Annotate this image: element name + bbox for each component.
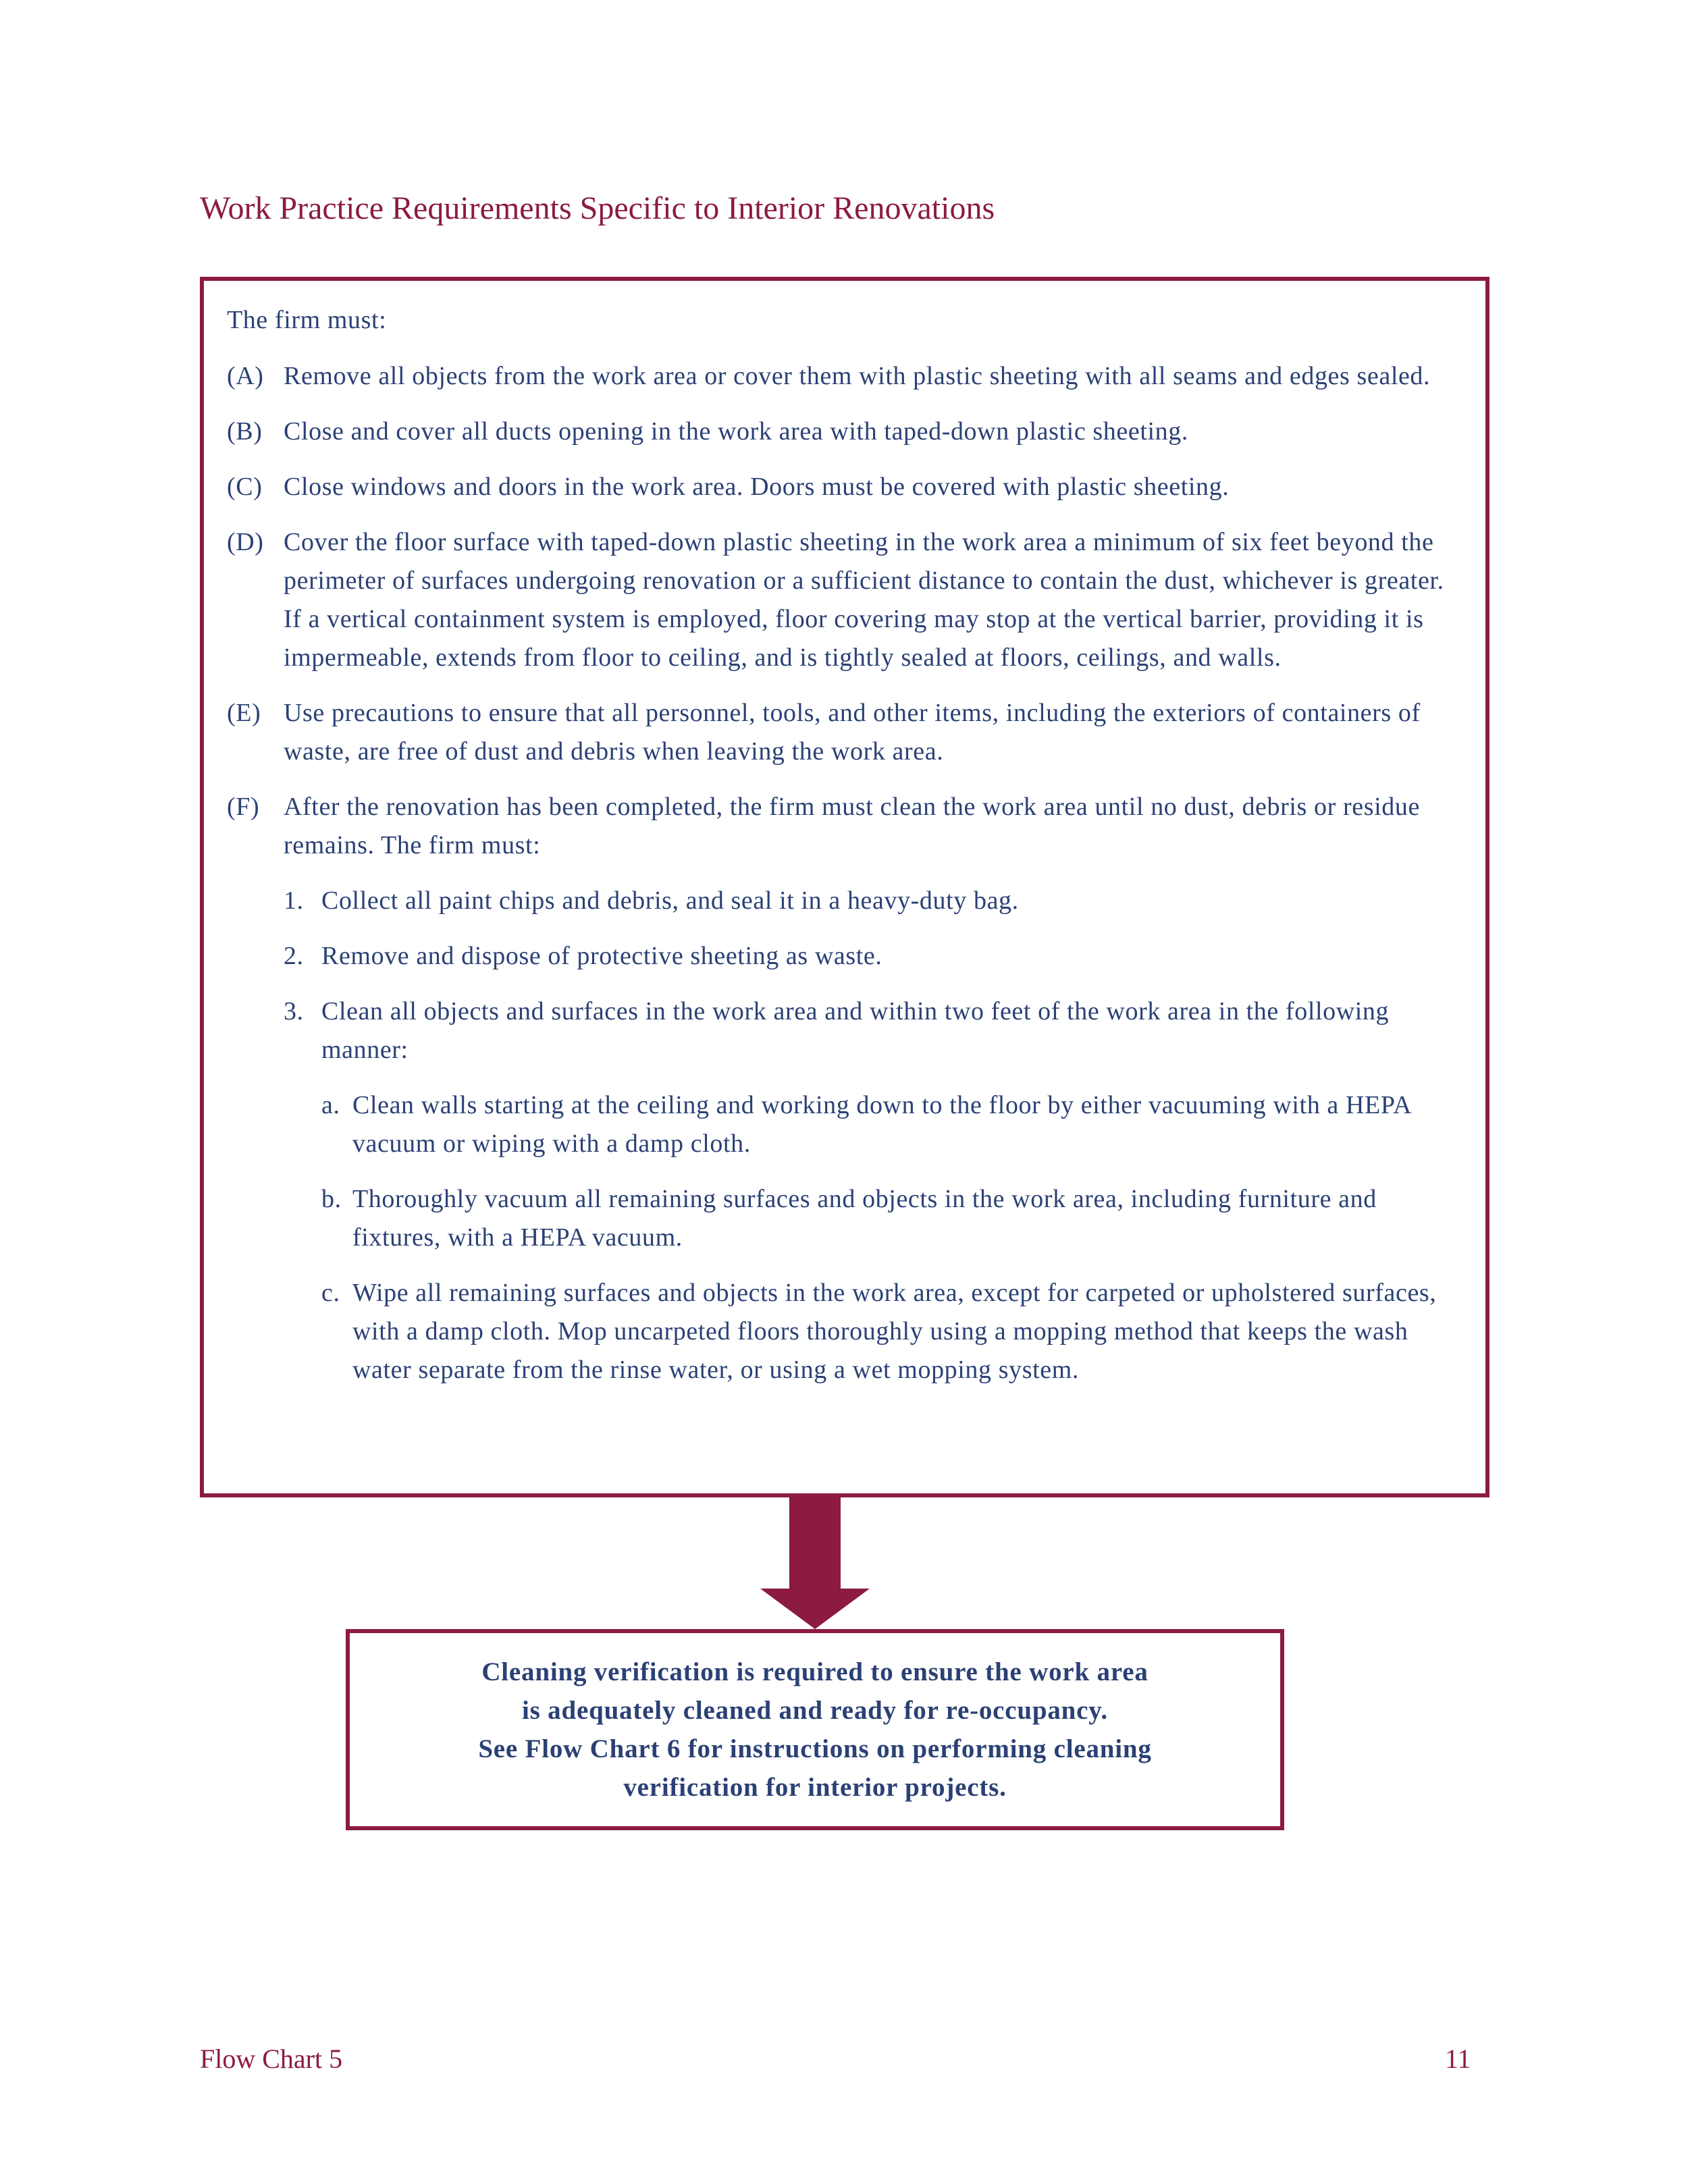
requirement-item-f (227, 788, 1458, 865)
footer-section-label: Flow Chart 5 (200, 2044, 343, 2074)
verification-box (346, 1629, 1284, 1830)
requirement-text: After the renovation has been completed, the firm must clean the work area until no dust, debris or residue remains. The firm must: (284, 793, 1420, 859)
substep-label: c. (321, 1279, 340, 1307)
substep-text: Clean walls starting at the ceiling and working down to the floor by either vacuuming with a HEPA vacuum or wiping with a damp cloth. (352, 1091, 1411, 1158)
requirement-text: Close and cover all ducts opening in the work area with taped-down plastic sheeting. (284, 417, 1188, 446)
requirement-label: (E) (227, 699, 261, 727)
cleaning-step-2 (284, 937, 1458, 976)
requirement-label: (D) (227, 528, 264, 556)
verification-line: Cleaning verification is required to ensure the work area (481, 1657, 1149, 1686)
verification-line: verification for interior projects. (623, 1773, 1007, 1802)
requirement-label: (F) (227, 793, 260, 821)
requirement-item-e (227, 694, 1458, 771)
verification-line: is adequately cleaned and ready for re-occupancy. (522, 1696, 1108, 1725)
cleaning-step-3 (284, 992, 1458, 1069)
requirement-item-d (227, 523, 1458, 677)
requirement-text: Close windows and doors in the work area. Doors must be covered with plastic sheeting. (284, 473, 1230, 501)
step-label: 2. (284, 942, 304, 970)
step-label: 3. (284, 997, 304, 1026)
substep-label: a. (321, 1091, 340, 1119)
requirement-item-c (227, 468, 1458, 506)
cleaning-substep-c (321, 1274, 1458, 1389)
page-title: Work Practice Requirements Specific to Interior Renovations (200, 190, 995, 226)
down-arrow-icon (760, 1497, 870, 1629)
requirement-text: Use precautions to ensure that all personnel, tools, and other items, including the exteriors of containers of waste, are free of dust and debris when leaving the work area. (284, 699, 1421, 766)
requirement-item-a (227, 357, 1458, 396)
step-text: Remove and dispose of protective sheeting as waste. (321, 942, 882, 970)
step-label: 1. (284, 886, 304, 915)
verification-text (478, 1653, 1151, 1807)
requirement-text: Cover the floor surface with taped-down plastic sheeting in the work area a minimum of six feet beyond the perimeter of surfaces undergoing renovation or a sufficient distance to contain the dust, whichever is greater. If a vertical containment system is employed, floor covering may stop at the vertical barrier, providing it is impermeable, extends from floor to ceiling, and is tightly sealed at floors, ceilings, and walls. (284, 528, 1444, 672)
down-arrow-shape (760, 1497, 870, 1629)
step-text: Clean all objects and surfaces in the work area and within two feet of the work area in the following manner: (321, 997, 1390, 1064)
requirement-item-b (227, 412, 1458, 451)
substep-text: Thoroughly vacuum all remaining surfaces and objects in the work area, including furniture and fixtures, with a HEPA vacuum. (352, 1185, 1377, 1252)
cleaning-substep-b (321, 1180, 1458, 1257)
step-text: Collect all paint chips and debris, and seal it in a heavy-duty bag. (321, 886, 1019, 915)
intro-text: The firm must: (227, 306, 387, 334)
requirement-text: Remove all objects from the work area or cover them with plastic sheeting with all seams and edges sealed. (284, 362, 1431, 390)
requirement-label: (B) (227, 417, 263, 446)
cleaning-substep-a (321, 1086, 1458, 1163)
substep-text: Wipe all remaining surfaces and objects in the work area, except for carpeted or upholstered surfaces, with a damp cloth. Mop uncarpeted floors thoroughly using a mopping method that keeps the wash water separate from the rinse water, or using a wet mopping system. (352, 1279, 1437, 1384)
requirement-label: (C) (227, 473, 263, 501)
requirement-label: (A) (227, 362, 264, 390)
cleaning-step-1 (284, 882, 1458, 920)
page-number: 11 (1445, 2044, 1471, 2074)
requirements-content (227, 301, 1458, 1406)
substep-label: b. (321, 1185, 342, 1213)
verification-line: See Flow Chart 6 for instructions on performing cleaning (478, 1734, 1152, 1763)
requirements-box (200, 277, 1489, 1497)
